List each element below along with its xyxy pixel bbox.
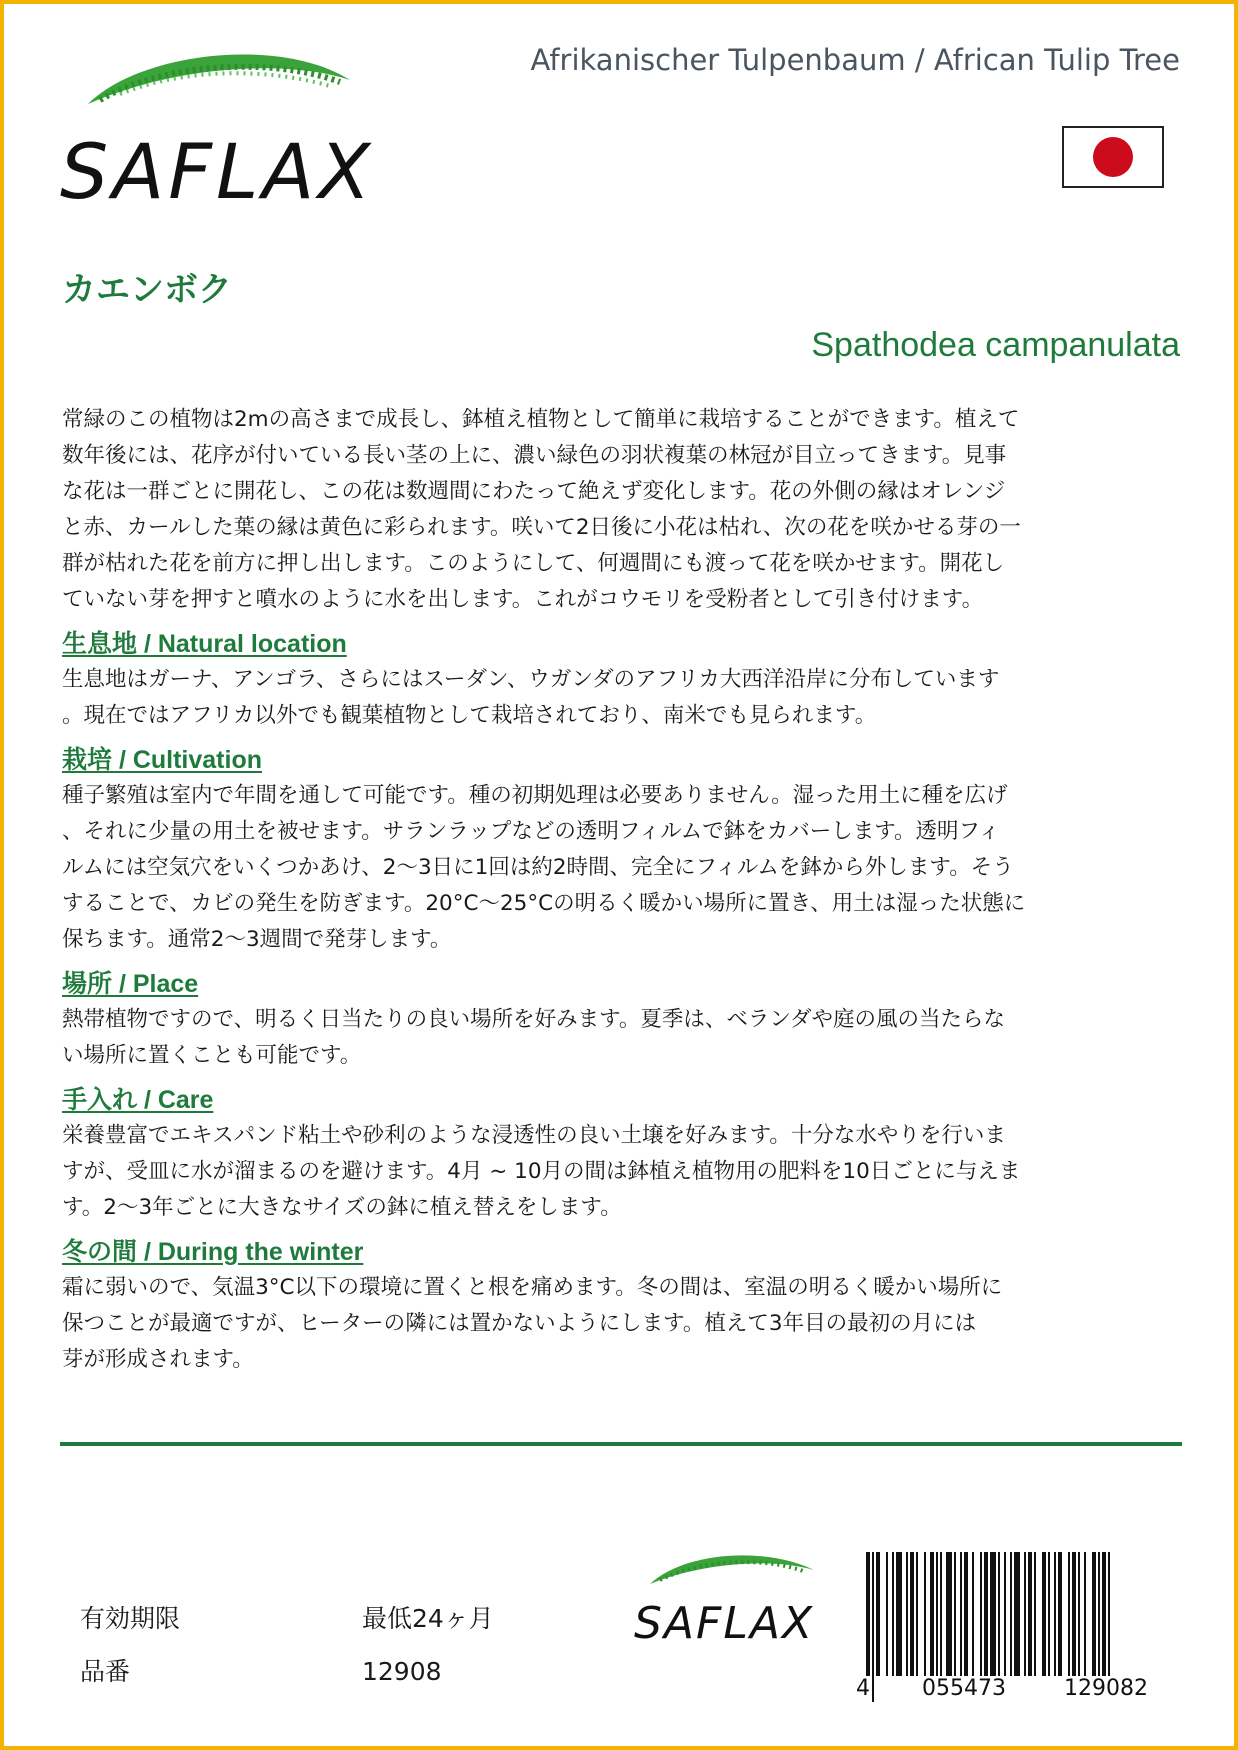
barcode-bar [1024, 1552, 1026, 1676]
barcode [856, 1552, 1182, 1702]
barcode-bar [1102, 1552, 1106, 1676]
barcode-bar [1034, 1552, 1036, 1676]
leaf-swoosh-icon [634, 1548, 834, 1604]
barcode-bar [998, 1552, 1000, 1676]
section-body-natural-location: 生息地はガーナ、アンゴラ、さらにはスーダン、ウガンダのアフリカ大西洋沿岸に分布しています 。現在ではアフリカ以外でも観葉植物として栽培されており、南米でも見られます。 [62, 667, 1000, 728]
barcode-bar [946, 1552, 952, 1676]
barcode-bar [980, 1552, 982, 1676]
expiry-label: 有効期限 [80, 1604, 181, 1633]
barcode-bar [1084, 1552, 1086, 1676]
barcode-bar [1058, 1552, 1062, 1676]
section-body-care: 栄養豊富でエキスパンド粘土や砂利のような浸透性の良い土壌を好みます。十分な水やりを行いま すが、受皿に水が溜まるのを避けます。4月 ~ 10月の間は鉢植え植物用の肥料を10日ごとに与えま す。2〜3年ごとに大きなサイズの鉢に植え替えをします。 [62, 1123, 1021, 1220]
barcode-bar [972, 1552, 974, 1676]
latin-name: Spathodea campanulata [811, 326, 1180, 364]
product-title: Afrikanischer Tulpenbaum / African Tulip Tree [530, 43, 1180, 77]
barcode-bar [1028, 1552, 1032, 1676]
barcode-bar [936, 1552, 938, 1676]
brand-logo [60, 42, 400, 216]
barcode-bar [1014, 1552, 1020, 1676]
intro-paragraph: 常緑のこの植物は2mの高さまで成長し、鉢植え植物として簡単に栽培することができます。植えて 数年後には、花序が付いている長い茎の上に、濃い緑色の羽状複葉の林冠が目立ってきます。見事 な花は一群ごとに開花し、この花は数週間にわたって絶えず変化します。花の外側の縁はオレンジ と赤、カールした葉の縁は黄色に彩られます。咲いて2日後に小花は枯れ、次の花を咲かせる芽の一 群が枯れた花を前方に押し出します。このようにして、何週間にも渡って花を咲かせます。開花し ていない芽を押すと噴水のように水を出します。これがコウモリを受粉者として引き付けます。 [62, 407, 1021, 612]
barcode-bar [916, 1552, 918, 1676]
japan-flag-icon [1062, 126, 1164, 188]
barcode-bar [872, 1552, 874, 1702]
footer-brand-logo-text: SAFLAX [634, 1598, 815, 1649]
expiry-value: 最低24ヶ月 [362, 1604, 494, 1633]
barcode-bar [1004, 1552, 1006, 1676]
section-heading-winter: 冬の間 / During the winter [62, 1238, 364, 1266]
section-heading-natural-location: 生息地 / Natural location [62, 630, 347, 658]
item-number-label: 品番 [80, 1657, 131, 1686]
japanese-name: カエンボク [62, 270, 232, 310]
section-heading-cultivation: 栽培 / Cultivation [62, 746, 263, 774]
barcode-bar [954, 1552, 956, 1676]
brand-logo-text: SAFLAX [60, 127, 375, 216]
barcode-bar [940, 1552, 942, 1676]
barcode-bar [876, 1552, 880, 1676]
barcode-digits-right: 129082 [1060, 1676, 1152, 1702]
footer-divider [60, 1442, 1182, 1446]
section-body-cultivation: 種子繁殖は室内で年間を通して可能です。種の初期処理は必要ありません。湿った用土に種を広げ 、それに少量の用土を被せます。サランラップなどの透明フィルムで鉢をカバーします。透明フィ ルムには空気穴をいくつかあけ、2～3日に1回は約2時間、完全にフィルムを鉢から外します。そう することで、カビの発生を防ぎます。20°C〜25°Cの明るく暖かい場所に置き、用土は湿った状態に 保ちます。通常2～3週間で発芽します。 [62, 783, 1026, 952]
barcode-bar [1092, 1552, 1096, 1676]
description-content [62, 402, 1182, 1378]
barcode-bar [1068, 1552, 1070, 1676]
section-body-place: 熱帯植物ですので、明るく日当たりの良い場所を好みます。夏季は、ベランダや庭の風の当たらな い場所に置くことも可能です。 [62, 1007, 1005, 1068]
barcode-digit-prefix: 4 [856, 1676, 870, 1701]
barcode-bar [910, 1552, 914, 1676]
barcode-bar [1098, 1552, 1100, 1676]
barcode-bar [1048, 1552, 1050, 1676]
barcode-bar [886, 1552, 888, 1676]
section-heading-place: 場所 / Place [62, 970, 199, 998]
barcode-bar [964, 1552, 968, 1676]
barcode-bar [1042, 1552, 1046, 1676]
barcode-bar [1054, 1552, 1056, 1676]
barcode-bar [1072, 1552, 1076, 1676]
barcode-bar [924, 1552, 926, 1676]
section-body-winter: 霜に弱いので、気温3°C以下の環境に置くと根を痛めます。冬の間は、室温の明るく暖かい場所に 保つことが最適ですが、ヒーターの隣には置かないようにします。植えて3年目の最初の月には 芽が形成されます。 [62, 1275, 1003, 1372]
barcode-bar [930, 1552, 934, 1676]
flag-sun [1093, 137, 1133, 177]
barcode-bar [960, 1552, 962, 1676]
barcode-bar [896, 1552, 902, 1676]
barcode-bar [892, 1552, 894, 1676]
item-number-value: 12908 [362, 1657, 442, 1686]
section-heading-care: 手入れ / Care [62, 1086, 214, 1114]
barcode-digits-left: 055473 [918, 1676, 1010, 1702]
barcode-bar [1078, 1552, 1080, 1676]
barcode-bar [906, 1552, 908, 1676]
footer-brand-logo [634, 1548, 834, 1648]
barcode-bar [1010, 1552, 1012, 1676]
